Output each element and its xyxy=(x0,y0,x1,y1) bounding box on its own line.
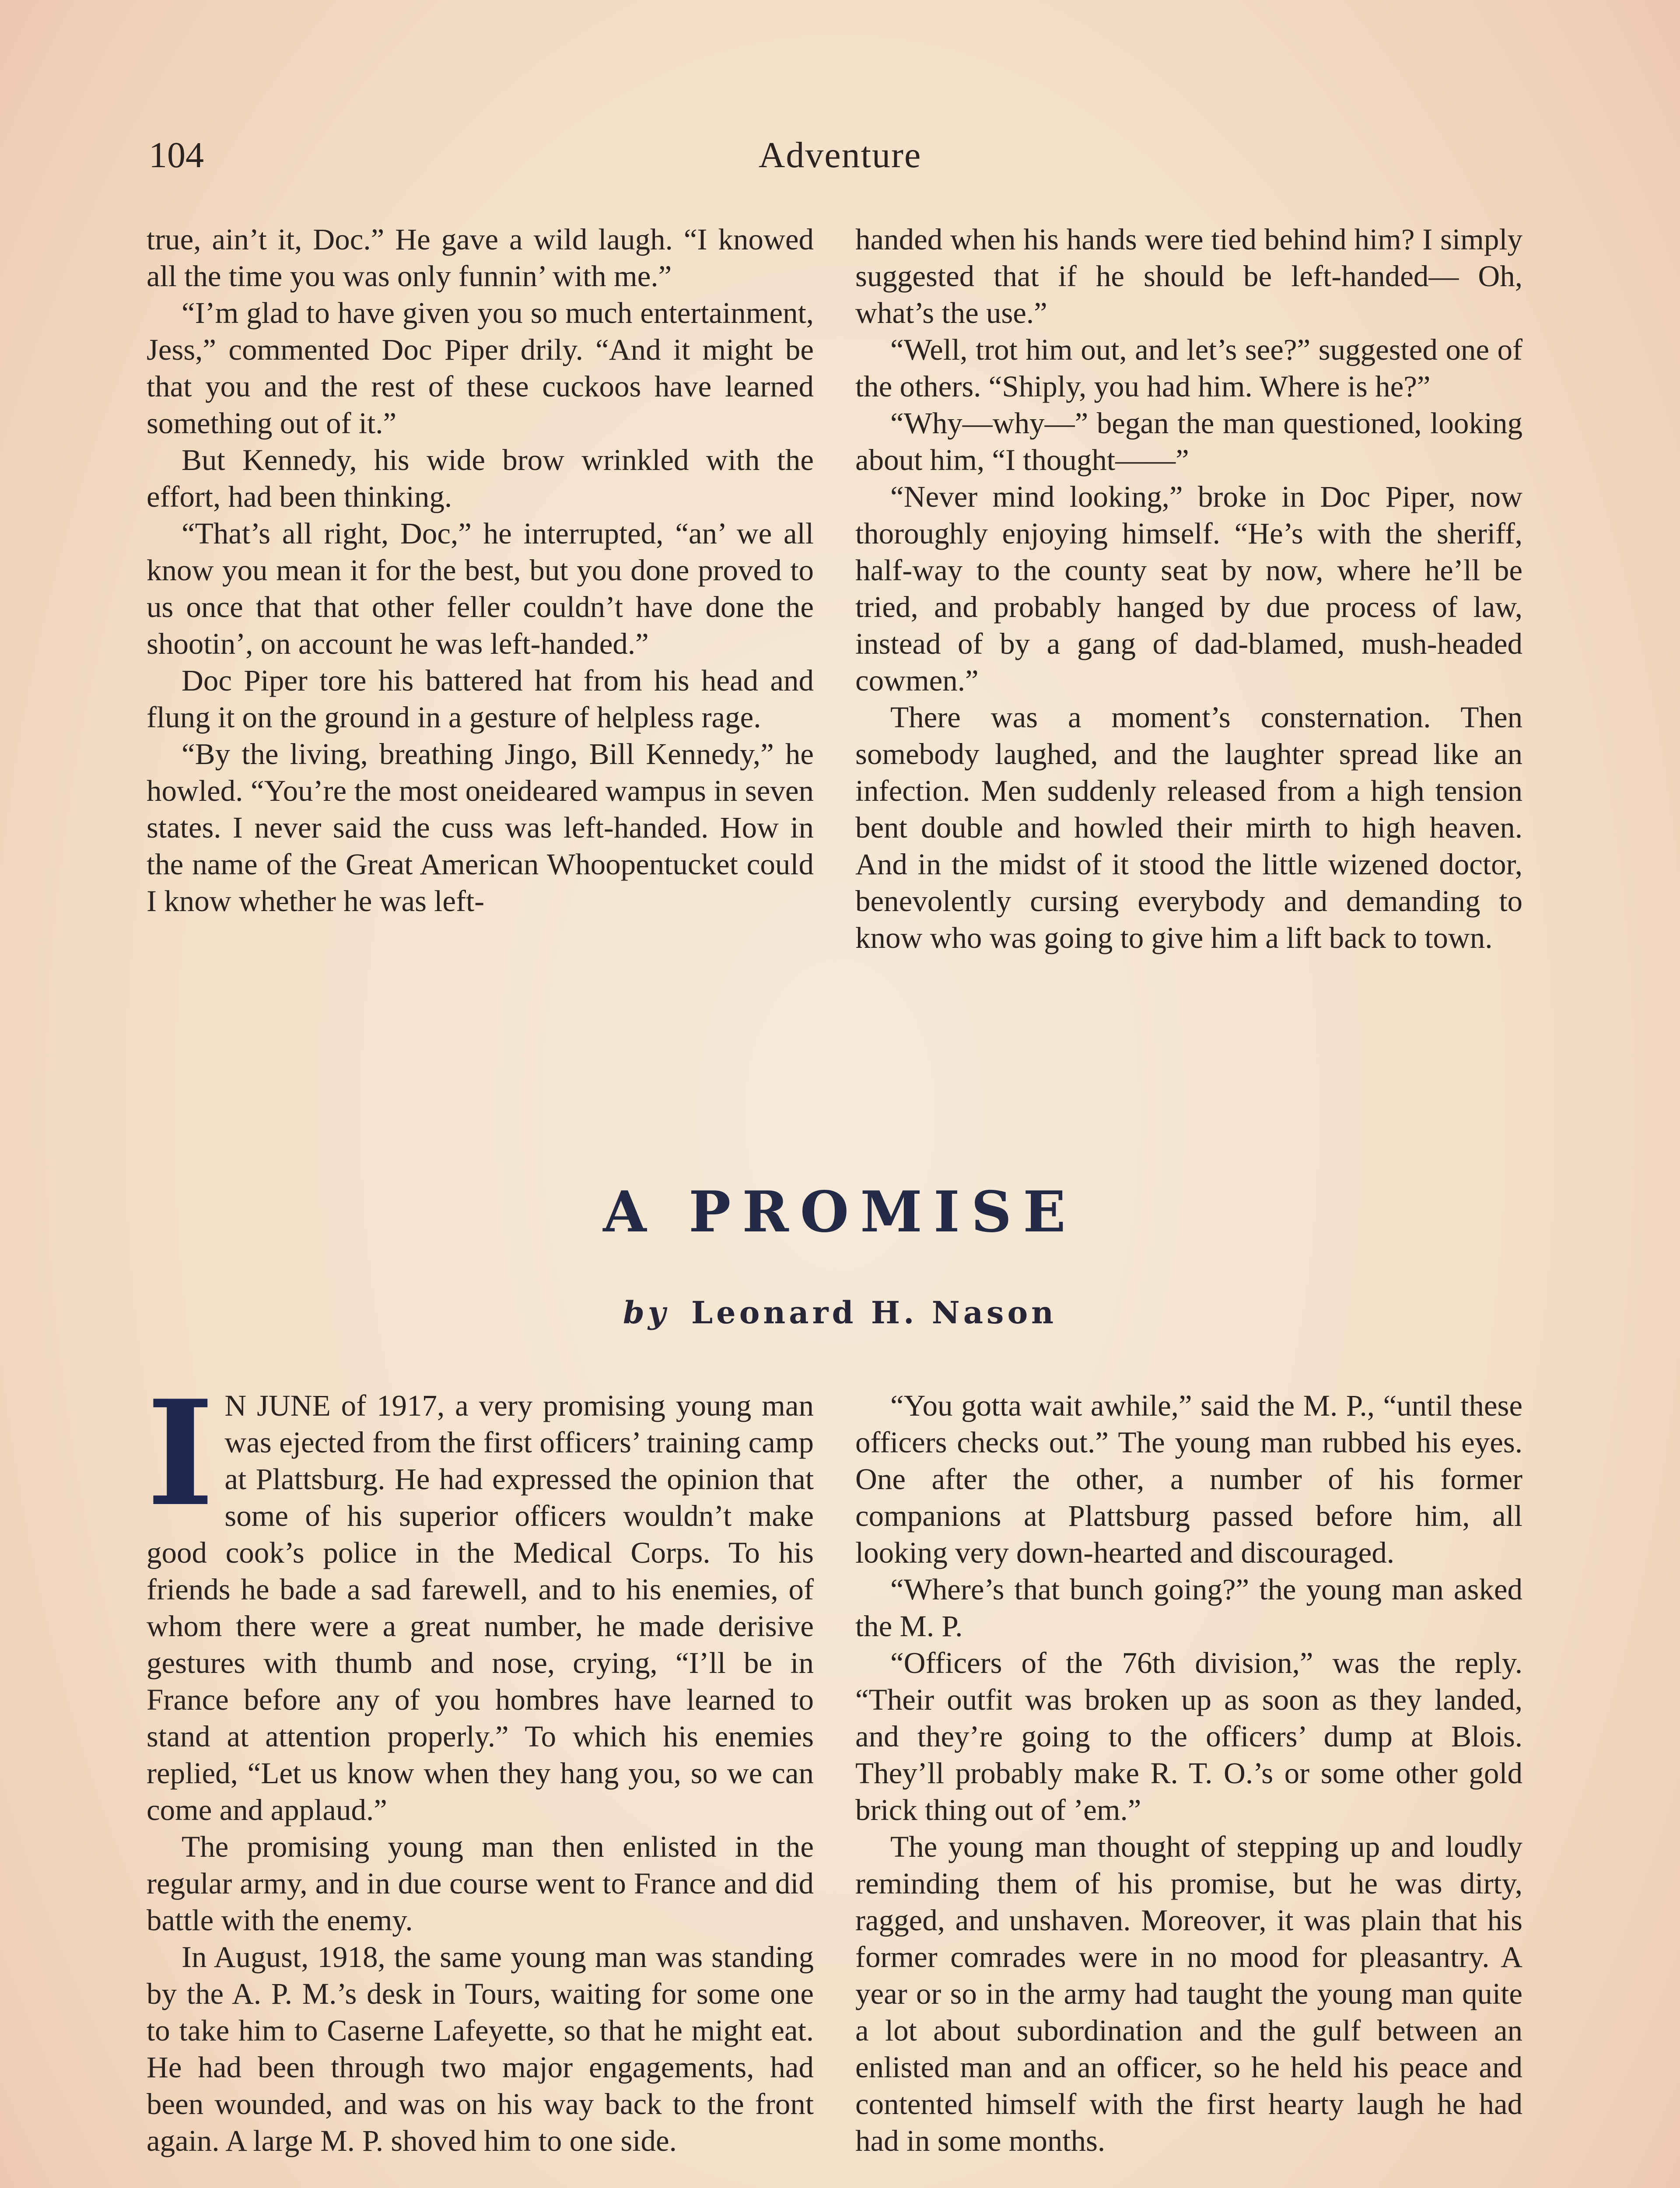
paragraph: In August, 1918, the same young man was standing by the A. P. M.’s desk in Tours, waiting for some one to take him to Caserne Lafeyette, so that he might eat. He had been through two major engagements, had been wounded, and was on his way back to the front again. A large M. P. shoved him to one side. xyxy=(147,1940,814,2157)
page-number: 104 xyxy=(149,135,204,175)
opening-paragraph-text: N JUNE of 1917, a very promising young man was ejected from the first officers’ training camp at Plattsburg. He had expressed the opinion that some of his superior officers wouldn’t make good cook’s police in the Medical Corps. To his friends he bade a sad farewell, and to his enemies, of whom there were a great number, he made derisive gestures with thumb and nose, crying, “I’ll be in France before any of you hombres have learned to stand at attention properly.” To which his enemies replied, “Let us know when they hang you, so we can come and applaud.” xyxy=(147,1389,814,1827)
paragraph: “Never mind looking,” broke in Doc Piper, now thoroughly enjoying himself. “He’s with the sheriff, half-way to the county seat by now, where he’ll be tried, and probably hanged by due process of law, instead of by a gang of dad-blamed, mush-headed cowmen.” xyxy=(855,480,1522,697)
author-name: Leonard H. Nason xyxy=(691,1294,1057,1331)
paragraph: “Officers of the 76th division,” was the reply. “Their outfit was broken up as soon as they landed, and they’re going to the officers’ dump at Blois. They’ll probably make R. T. O.’s or some other gold brick thing out of ’em.” xyxy=(855,1646,1522,1827)
paragraph: “Well, trot him out, and let’s see?” suggested one of the others. “Shiply, you had him. Where is he?” xyxy=(855,333,1522,403)
story-title: A PROMISE xyxy=(603,1179,1077,1245)
previous-story-column-right xyxy=(855,221,1522,956)
paragraph: The promising young man then enlisted in the regular army, and in due course went to France and did battle with the enemy. xyxy=(147,1830,814,1937)
page-header xyxy=(149,127,1531,184)
paragraph: true, ain’t it, Doc.” He gave a wild laugh. “I knowed all the time you was only funnin’ with me.” xyxy=(147,223,814,293)
paragraph: “Where’s that bunch going?” the young man asked the M. P. xyxy=(855,1573,1522,1643)
paragraph: The young man thought of stepping up and loudly reminding them of his promise, but he was dirty, ragged, and unshaven. Moreover, it was plain that his former comrades were in no mood for pleasantry. A year or so in the army had taught the young man quite a lot about subordination and the gulf between an enlisted man and an officer, so he held his peace and contented himself with the first hearty laugh he had had in some months. xyxy=(855,1830,1522,2157)
opening-paragraph xyxy=(147,1368,814,1828)
previous-story-column-left xyxy=(147,221,814,919)
byline xyxy=(149,1291,1531,1335)
paragraph: “I’m glad to have given you so much entertainment, Jess,” commented Doc Piper drily. “And it might be that you and the rest of these cuckoos have learned something out of it.” xyxy=(147,296,814,440)
byline-prefix: by xyxy=(623,1294,669,1331)
paragraph: There was a moment’s consternation. Then somebody laughed, and the laughter spread like an infection. Men suddenly released from a high tension bent double and howled their mirth to high heaven. And in the midst of it stood the little wizened doctor, benevolently cursing everybody and demanding to know who was going to give him a lift back to town. xyxy=(855,701,1522,954)
paragraph: handed when his hands were tied behind him? I simply suggested that if he should be left-handed— Oh, what’s the use.” xyxy=(855,223,1522,330)
story-column-right xyxy=(855,1387,1522,2159)
running-title: Adventure xyxy=(758,135,922,175)
paragraph: But Kennedy, his wide brow wrinkled with the effort, had been thinking. xyxy=(147,443,814,513)
paragraph: “By the living, breathing Jingo, Bill Kennedy,” he howled. “You’re the most oneideared wampus in seven states. I never said the cuss was left-handed. How in the name of the Great American Whoopentucket could I know whether he was left- xyxy=(147,737,814,918)
paragraph: Doc Piper tore his battered hat from his head and flung it on the ground in a gesture of helpless rage. xyxy=(147,664,814,734)
drop-cap: I xyxy=(147,1368,214,1538)
paragraph: “Why—why—” began the man questioned, looking about him, “I thought——” xyxy=(855,407,1522,477)
paragraph: “That’s all right, Doc,” he interrupted, “an’ we all know you mean it for the best, but you done proved to us once that that other feller couldn’t have done the shootin’, on account he was left-handed.” xyxy=(147,517,814,660)
paragraph: “You gotta wait awhile,” said the M. P., “until these officers checks out.” The young man rubbed his eyes. One after the other, a number of his former companions at Plattsburg passed before him, all looking very down-hearted and discouraged. xyxy=(855,1389,1522,1569)
story-column-left xyxy=(147,1368,814,2159)
